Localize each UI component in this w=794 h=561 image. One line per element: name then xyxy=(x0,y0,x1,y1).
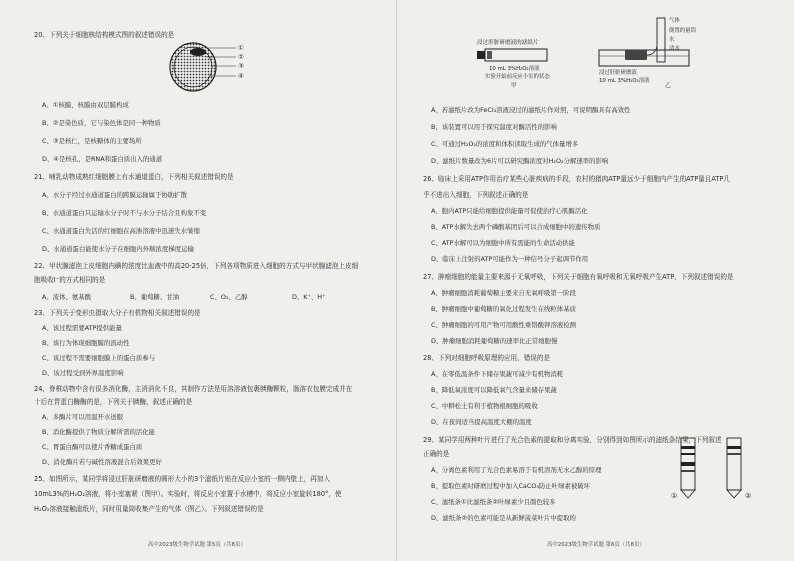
fig-label-jia: 甲 xyxy=(511,83,517,89)
q26-stem-cont: 乎不进出入细胞，下列叙述正确的是 xyxy=(423,191,529,199)
q23-option-b: B、该行为体现细胞膜的流动性 xyxy=(42,339,130,347)
q25-option-a: A、若滤纸片改为FeCl₃溶液浸过的滤纸片作对照，可说明酶具有高效性 xyxy=(431,106,631,114)
q26-option-d: D、临床上注射的ATP可能作为一种信号分子起调节作用 xyxy=(431,255,589,263)
q26-option-c: C、ATP水解可以为细胞中所有需能的生命活动供能 xyxy=(431,239,575,247)
chromatography-strips xyxy=(669,436,769,502)
q25-stem-cont2: H₂O₂溶液接触滤纸片，同时用量筒收集产生的气体（图乙）。下列叙述错误的是 xyxy=(34,505,264,513)
diagram-label-4: ④ xyxy=(238,72,244,80)
q25-option-d: D、滤纸片数量改为6片可以研究酶浓度对H₂O₂分解速率的影响 xyxy=(431,157,609,165)
q29-option-a: A、分离色素利用了光合色素易溶于有机溶剂无水乙醇的原理 xyxy=(431,466,602,474)
q24-stem: 24、脊椎动物中含有很多消化酶，主消消化不良，其制作方法是用溶溶液包裹胰酶颗粒，肠溶衣包膜完成并在 xyxy=(34,385,353,393)
fig-label-yi: 乙 xyxy=(665,83,671,89)
q27-stem: 27、肿瘤细胞的能量主要来源于无氧呼吸，下列关于细胞有氧呼吸和无氧呼吸产生ATP，下列叙述错误的是 xyxy=(423,273,734,281)
q23-option-d: D、该过程受到外界温度影响 xyxy=(42,369,124,377)
left-footer: 高中2023级生物学试题 第5页（共8页） xyxy=(148,542,246,548)
strip-label-2: ② xyxy=(745,492,752,500)
q21-stem: 21、哺乳动物成熟红细胞膜上有水通道蛋白，下列相关叙述错误的是 xyxy=(34,173,234,181)
q20-option-b: B、②是染色质，它与染色体是同一种物质 xyxy=(42,119,161,127)
fig-label-water: 水 xyxy=(669,37,675,43)
q27-option-c: C、肿瘤细胞的可用产物可用酸性重铬酸钾溶液检测 xyxy=(431,321,577,329)
q28-stem: 28、下列对细胞呼吸原理的应用，错误的是 xyxy=(423,354,551,362)
right-page xyxy=(397,0,794,561)
q28-option-c: C、中耕松土有利于植物根细胞的吸收 xyxy=(431,402,538,410)
q26-option-b: B、ATP水解失去两个磷酸基团后可以合成细胞中的遗传物质 xyxy=(431,223,601,231)
q21-option-c: C、水通道蛋白失活的红细胞在高渗溶液中迅速失水皱缩 xyxy=(42,227,200,235)
q24-option-a: A、多酶片可以用温开水送服 xyxy=(42,413,124,421)
fig-label-clearwater: 清水 xyxy=(669,46,680,52)
q25-stem-cont1: 10mL3%的H₂O₂溶液，将小室塞紧（图甲）。实验时，将反应小室置于水槽中，将反应小室旋转180°，使 xyxy=(34,490,342,498)
q20-option-a: A、①核膜，核膜由双层膜构成 xyxy=(42,101,129,109)
right-footer: 高中2023级生物学试题 第6页（共8页） xyxy=(547,542,645,548)
q20-option-d: D、④是核孔，是RNA和蛋白质出入的通道 xyxy=(42,155,163,163)
q24-option-b: B、消化酶提供了物质分解所需的活化能 xyxy=(42,428,156,436)
q23-option-c: C、该过程不需要细胞膜上的蛋白质参与 xyxy=(42,354,156,362)
fig-label-cylinder: 倒置的量筒 xyxy=(669,28,696,34)
q23-stem: 23、下列关于变形虫摄取大分子有机物相关叙述错误的是 xyxy=(34,309,201,317)
q21-option-d: D、水通道蛋白能使水分子在细胞内外顺浓度梯度运输 xyxy=(42,245,194,253)
q22-option-c: C、O₂、乙醇 xyxy=(210,293,248,301)
fig-label-state: 实验开始前反应小室的状态 xyxy=(485,74,550,80)
q29-option-c: C、滤纸条①比滤纸条②叶绿素少且颜色较多 xyxy=(431,498,556,506)
q28-option-d: D、在夜间适当提高温度大棚的温度 xyxy=(431,418,532,426)
q25-option-b: B、该装置可以用于探究温度对酶活性的影响 xyxy=(431,123,557,131)
q27-option-b: B、肿瘤细胞中葡萄糖的氧化过程发生在线粒体基质 xyxy=(431,305,576,313)
reaction-chamber-figure xyxy=(467,16,707,92)
diagram-label-3: ③ xyxy=(238,62,244,70)
strip-label-1: ① xyxy=(671,492,678,500)
q24-option-d: D、消化酶片若与碱性溶液混合后效果更好 xyxy=(42,458,162,466)
q27-option-a: A、肿瘤细胞消耗葡萄糖主要来自无氧呼吸第一阶段 xyxy=(431,289,576,297)
q22-option-d: D、K⁺、H⁺ xyxy=(292,293,326,301)
q20-stem: 20、下列关于细胞核结构模式图的叙述错误的是 xyxy=(34,31,175,39)
fig-label-h2o2-b: 10 mL 3%H₂O₂溶液 xyxy=(599,78,650,84)
nucleus-diagram xyxy=(168,40,258,92)
q29-stem: 29、某同学用两种叶片进行了光合色素的提取和分离实验，分别得到如图所示的滤纸条结果，下列叙述 xyxy=(423,436,722,444)
q27-option-d: D、肿瘤细胞消耗葡萄糖的速率比正常细胞慢 xyxy=(431,337,558,345)
q29-option-b: B、提取色素时研磨过程中加入CaCO₃防止叶绿素被破坏 xyxy=(431,482,591,490)
q22-option-b: B、葡萄糖、甘油 xyxy=(130,293,180,301)
q21-option-b: B、水通道蛋白只运输水分子时不与水分子结合且构象不变 xyxy=(42,209,207,217)
q20-option-c: C、③是核仁，是核糖体的主要场所 xyxy=(42,137,142,145)
q22-stem: 22、甲状腺滤泡上皮细胞内碘的浓度比血液中的高20-25倍，下列各项物质进入细胞的方式与甲状腺滤泡上皮细 xyxy=(34,262,359,270)
q25-stem: 25、如图所示，某同学将浸过肝脏研磨液的圆形大小的3个滤纸片贴在反应小室的一侧内壁上，再加入 xyxy=(34,475,331,483)
q24-stem-cont: 十后在胃蛋白酶酶的是，下列关于胰酶，叙述正确的是 xyxy=(34,398,193,406)
fig-label-gas: 气体 xyxy=(669,18,680,24)
q26-option-a: A、胞内ATP只能给细胞提供能量可促使治疗心肌酶活化 xyxy=(431,207,588,215)
q28-option-a: A、在零低温条件下储存果蔬可减少有机物消耗 xyxy=(431,370,564,378)
fig-label-filter: 浸过肝脏研磨液的滤纸片 xyxy=(477,40,539,46)
q29-stem-cont: 正确的是 xyxy=(423,450,450,458)
q22-option-a: A、流体、氨基酸 xyxy=(42,293,92,301)
q22-stem-cont: 胞吸收I⁻的方式相同的是 xyxy=(34,276,106,284)
diagram-label-2: ② xyxy=(238,53,244,61)
q25-option-c: C、可通过H₂O₂的浓度和体积读取生成的气体量增多 xyxy=(431,140,579,148)
q26-stem: 26、临床上采用ATP作用治疗某些心脏疾病的手段，农村的猪肉ATP量远少于细胞内产生的ATP量且ATP几 xyxy=(423,175,730,183)
q28-option-b: B、降低氧浓度可以降低氧气含量来储存果蔬 xyxy=(431,386,557,394)
q23-option-a: A、该过程需要ATP提供能量 xyxy=(42,324,122,332)
q24-option-c: C、胃蛋白酶可以使片香糖成蛋白质 xyxy=(42,443,143,451)
diagram-label-1: ① xyxy=(238,44,244,52)
fig-label-soaked: 浸过肝脏研磨液 xyxy=(599,70,637,76)
q21-option-a: A、水分子经过水通道蛋白的跨膜运输属于协助扩散 xyxy=(42,191,187,199)
fig-label-h2o2-a: 10 mL 3%H₂O₂溶液 xyxy=(489,66,540,72)
q29-option-d: D、滤纸条②的色素可能是从新鲜菠菜叶片中提取的 xyxy=(431,514,576,522)
